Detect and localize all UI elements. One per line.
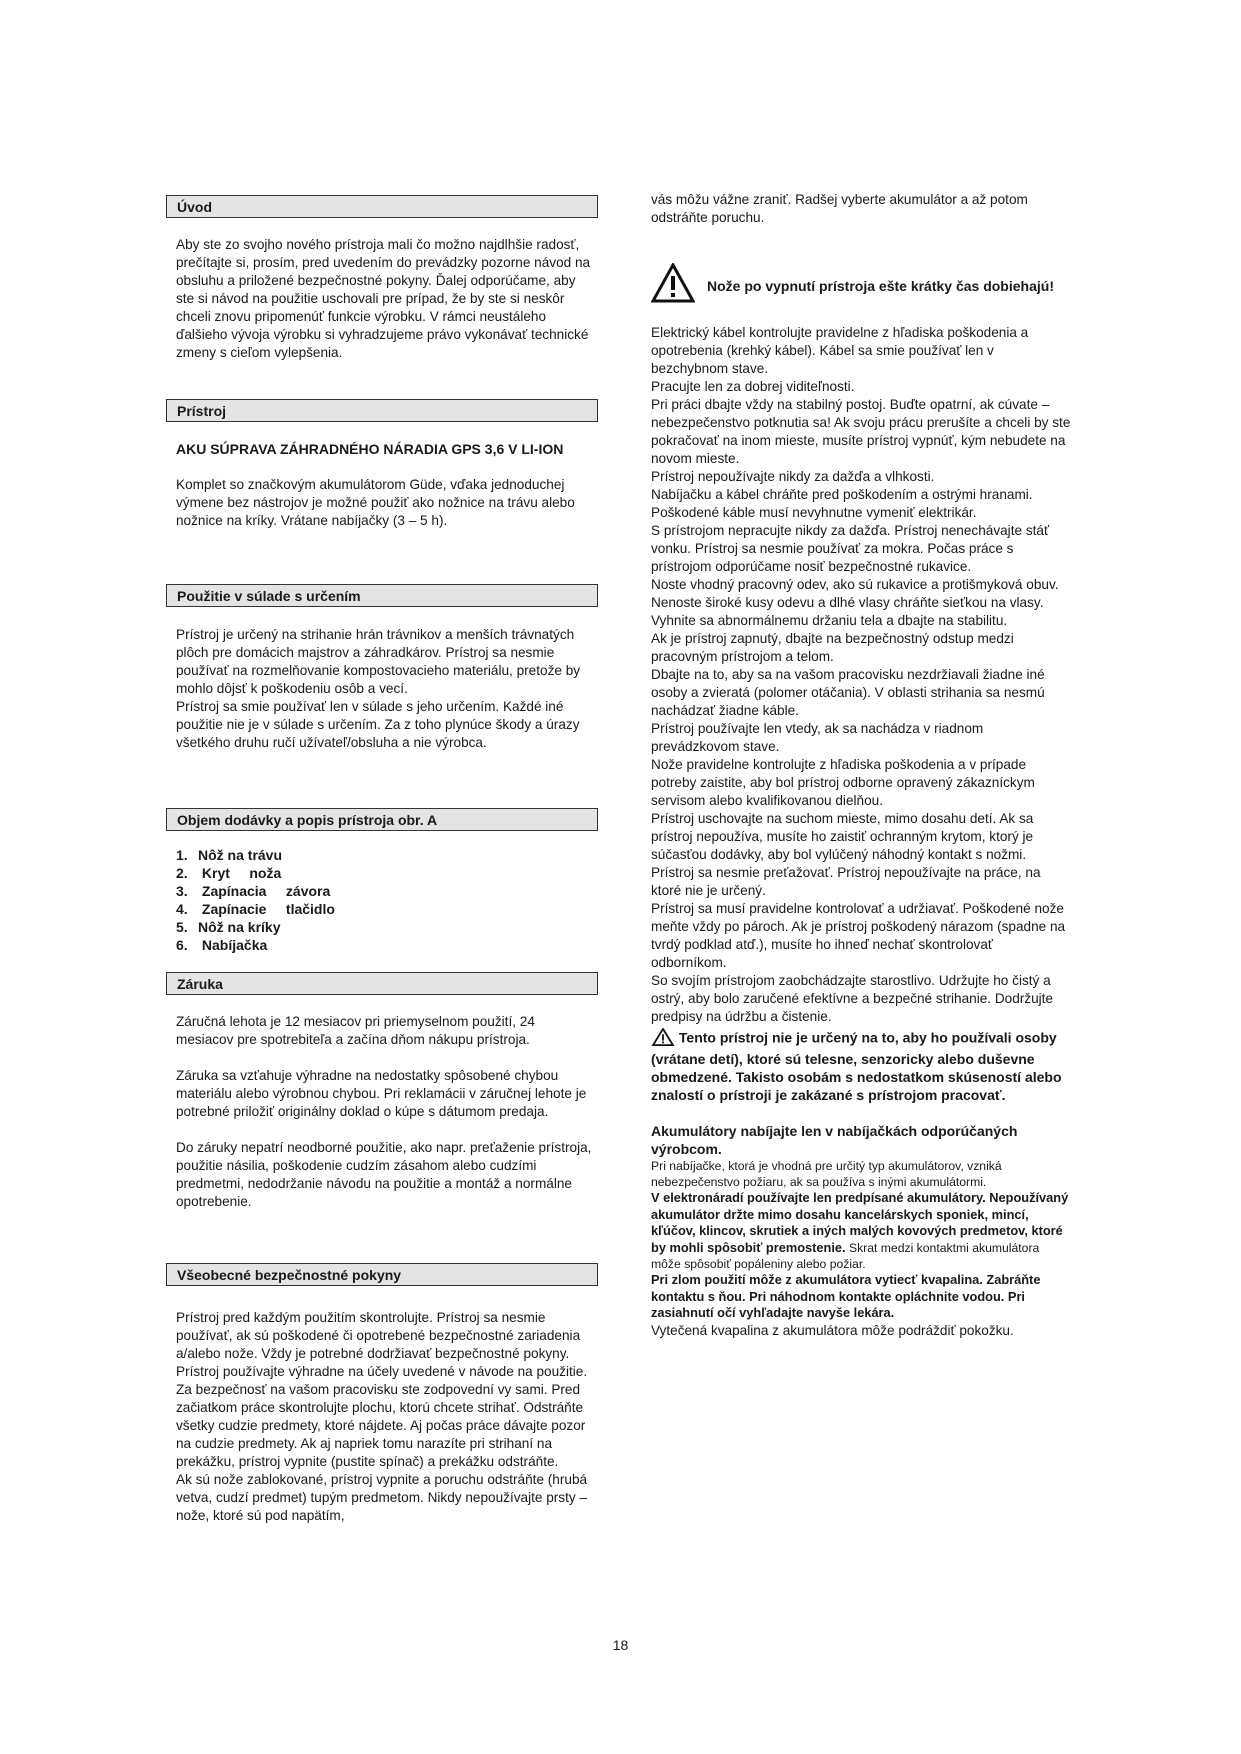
- section-heading-uvod: Úvod: [166, 195, 598, 218]
- parts-list: [176, 846, 592, 954]
- intended-use-section: Prístroj je určený na strihanie hrán trávnikov a menších trávnatých plôch pre domácich majstrov a záhradkárov. Prístroj sa nesmie používať na rozmelňovanie kompostovacieho materiálu, pretože by mohlo dôjsť k poškodeniu osôb a vecí. Prístroj sa smie používať len v súlade s jeho určením. Každé iné použitie nie je v súlade s určením. Za z toho plynúce škody a úrazy všetkého druhu ručí užívateľ/obsluha a nie výrobca.: [176, 627, 581, 750]
- section-heading-objem: Objem dodávky a popis prístroja obr. A: [166, 808, 598, 831]
- warning-persons: Tento prístroj nie je určený na to, aby ho používali osoby (vrátane detí), ktoré sú telesne, senzoricky alebo duševne obmedzené. Takisto osobám s nedostatkom skúseností alebo znalostí o prístroji je zakázané s prístrojom pracovať.: [651, 1029, 1062, 1103]
- general-safety-section: Prístroj pred každým použitím skontrolujte. Prístroj sa nesmie používať, ak sú poškodené či opotrebené bezpečnostné zariadenia a/alebo nože. Vždy je potrebné dodržiavať bezpečnostné pokyny. Prístroj používajte výhradne na účely uvedené v návode na použitie. Za bezpečnosť na vašom pracovisku ste zodpovední vy sami. Pred začiatkom práce skontrolujte plochu, ktorú chcete strihať. Odstráňte všetky cudzie predmety, ktoré nájdete. Aj počas práce dávajte pozor na cudzie predmety. Ak aj napriek tomu narazíte pri strihaní na prekážku, prístroj vypnite (pustite spínač) a prekážku odstráňte. Ak sú nože zablokované, prístroj vypnite a poruchu odstráňte (hrubá vetva, cudzí predmet) tupým predmetom. Nikdy nepoužívajte prsty – nože, ktoré sú pod napätím,: [176, 1310, 588, 1523]
- battery-heading: Akumulátory nabíjajte len v nabíjačkách odporúčaných výrobcom.: [651, 1123, 1018, 1157]
- section-heading-pristroj: Prístroj: [166, 399, 598, 422]
- intro-paragraph: Aby ste zo svojho nového prístroja mali čo možno najdlhšie radosť, prečítajte si, prosím, pred uvedením do prevádzky pozorne návod na obsluhu a priložené bezpečnostné pokyny. Ďalej odporúčame, aby ste si návod na použitie uschovali pre prípad, že by ste si neskôr chceli znovu pripomenúť funkcie výrobku. V rámci neustáleho ďalšieho vývoja výrobku si vyhradzujeme právo vykonávať technické zmeny s cieľom vylepšenia.: [176, 237, 591, 360]
- section-heading-zaruka: Záruka: [166, 972, 598, 995]
- list-item: 1. Nôž na trávu: [176, 847, 283, 863]
- list-item: 2. Kryt noža: [176, 865, 282, 881]
- warranty-section: Záručná lehota je 12 mesiacov pri priemyselnom použití, 24 mesiacov pre spotrebiteľa a začína dňom nákupu prístroja. Záruka sa vzťahuje výhradne na nedostatky spôsobené chybou materiálu alebo výrobnou chybou. Pri reklamácii v záručnej lehote je potrebné priložiť originálny doklad o kúpe s dátumom predaja. Do záruky nepatrí neodborné použitie, ako napr. preťaženie prístroja, použitie násilia, poškodenie cudzím zásahom alebo cudzími predmetmi, nedodržanie návodu na použitie a montáž a normálne opotrebenie.: [176, 1014, 592, 1209]
- list-item: 3. Zapínacia závora: [176, 883, 331, 899]
- warning-icon-small: [651, 1028, 675, 1050]
- warning-icon: [651, 263, 699, 308]
- battery-leak-text: Vytečená kvapalina z akumulátora môže podráždiť pokožku.: [651, 1322, 1014, 1338]
- list-item: 4. Zapínacie tlačidlo: [176, 901, 335, 917]
- product-title: AKU SÚPRAVA ZÁHRADNÉHO NÁRADIA GPS 3,6 V LI-ION: [176, 441, 564, 457]
- product-section: [176, 440, 592, 530]
- product-description: Komplet so značkovým akumulátorom Güde, vďaka jednoduchej výmene bez nástrojov je možné použiť ako nožnice na trávu alebo nožnice na kríky. Vrátane nabíjačky (3 – 5 h).: [176, 477, 575, 528]
- section-heading-vseobecne: Všeobecné bezpečnostné pokyny: [166, 1263, 598, 1286]
- page-number: 18: [612, 1637, 629, 1653]
- list-item: 5. Nôž na kríky: [176, 919, 281, 935]
- battery-rules: V elektronáradí používajte len predpísané akumulátory. Nepoužívaný akumulátor držte mimo dosahu kancelárskych sponiek, mincí, kľúčov, klincov, skrutiek a iných malých kovových predmetov, ktoré by mohli spôsobiť premostenie. Skrat medzi kontaktmi akumulátora môže spôsobiť popáleniny alebo požiar.: [651, 1190, 1069, 1271]
- warning-box: Nože po vypnutí prístroja ešte krátky čas dobiehajú!: [651, 263, 1071, 308]
- continued-text: vás môžu vážne zraniť. Radšej vyberte akumulátor a až potom odstráňte poruchu.: [651, 192, 1028, 225]
- section-heading-pouzitie: Použitie v súlade s určením: [166, 584, 598, 607]
- safety-lines: Elektrický kábel kontrolujte pravidelne z hľadiska poškodenia a opotrebenia (krehký kábel). Kábel sa smie používať len v bezchybnom stave. Pracujte len za dobrej viditeľnosti. Pri práci dbajte vždy na stabilný postoj. Buďte opatrní, ak cúvate – nebezpečenstvo potknutia sa! Ak svoju prácu prerušíte a chceli by ste pokračovať na inom mieste, musíte prístroj vypnúť, kým nebudete na novom mieste. Prístroj nepoužívajte nikdy za dažďa a vlhkosti. Nabíjačku a kábel chráňte pred poškodením a ostrými hranami. Poškodené káble musí nevyhnutne vymeniť elektrikár. S prístrojom nepracujte nikdy za dažďa. Prístroj nenechávajte stáť vonku. Prístroj sa nesmie používať za mokra. Počas práce s prístrojom odporúčame nosiť bezpečnostné rukavice. Noste vhodný pracovný odev, ako sú rukavice a protišmyková obuv. Nenoste široké kusy odevu a dlhé vlasy chráňte sieťkou na vlasy. Vyhnite sa abnormálnemu držaniu tela a dbajte na stabilitu. Ak je prístroj zapnutý, dbajte na bezpečnostný odstup medzi pracovným prístrojom a telom. Dbajte na to, aby sa na vašom pracovisku nezdržiavali žiadne iné osoby a zvieratá (polomer otáčania). V oblasti strihania sa nesmú nachádzať žiadne káble. Prístroj používajte len vtedy, ak sa nachádza v riadnom prevádzkovom stave. Nože pravidelne kontrolujte z hľadiska poškodenia a v prípade potreby zaistite, aby bol prístroj odborne opravený zákazníckym servisom alebo kvalifikovanou dielňou. Prístroj uschovajte na suchom mieste, mimo dosahu detí. Ak sa prístroj nepoužíva, musíte ho zaistiť ochranným krytom, ktorý je súčasťou dodávky, aby bol vylúčený náhodný kontakt s nožmi. Prístroj sa nesmie preťažovať. Prístroj nepoužívajte na práce, na ktoré nie je určený. Prístroj sa musí pravidelne kontrolovať a udržiavať. Poškodené nože meňte vždy po pároch. Ak je prístroj poškodený nárazom (spadne na tvrdý podklad atď.), musíte ho ihneď nechať skontrolovať odborníkom. So svojím prístrojom zaobchádzajte starostlivo. Udržujte ho čistý a ostrý, aby bolo zaručené efektívne a bezpečné strihanie. Dodržujte predpisy na údržbu a čistenie.: [651, 325, 1071, 1024]
- right-column: [651, 191, 1071, 1340]
- list-item: 6. Nabíjačka: [176, 937, 268, 953]
- battery-leak-warning: Pri zlom použití môže z akumulátora vytiecť kvapalina. Zabráňte kontaktu s ňou. Pri náhodnom kontakte opláchnite vodou. Pri zasiahnutí očí vyhľadajte navyše lekára.: [651, 1272, 1041, 1320]
- battery-text: Pri nabíjačke, ktorá je vhodná pre určitý typ akumulátorov, vzniká nebezpečenstvo požiaru, ak sa používa s inými akumulátormi.: [651, 1159, 1002, 1189]
